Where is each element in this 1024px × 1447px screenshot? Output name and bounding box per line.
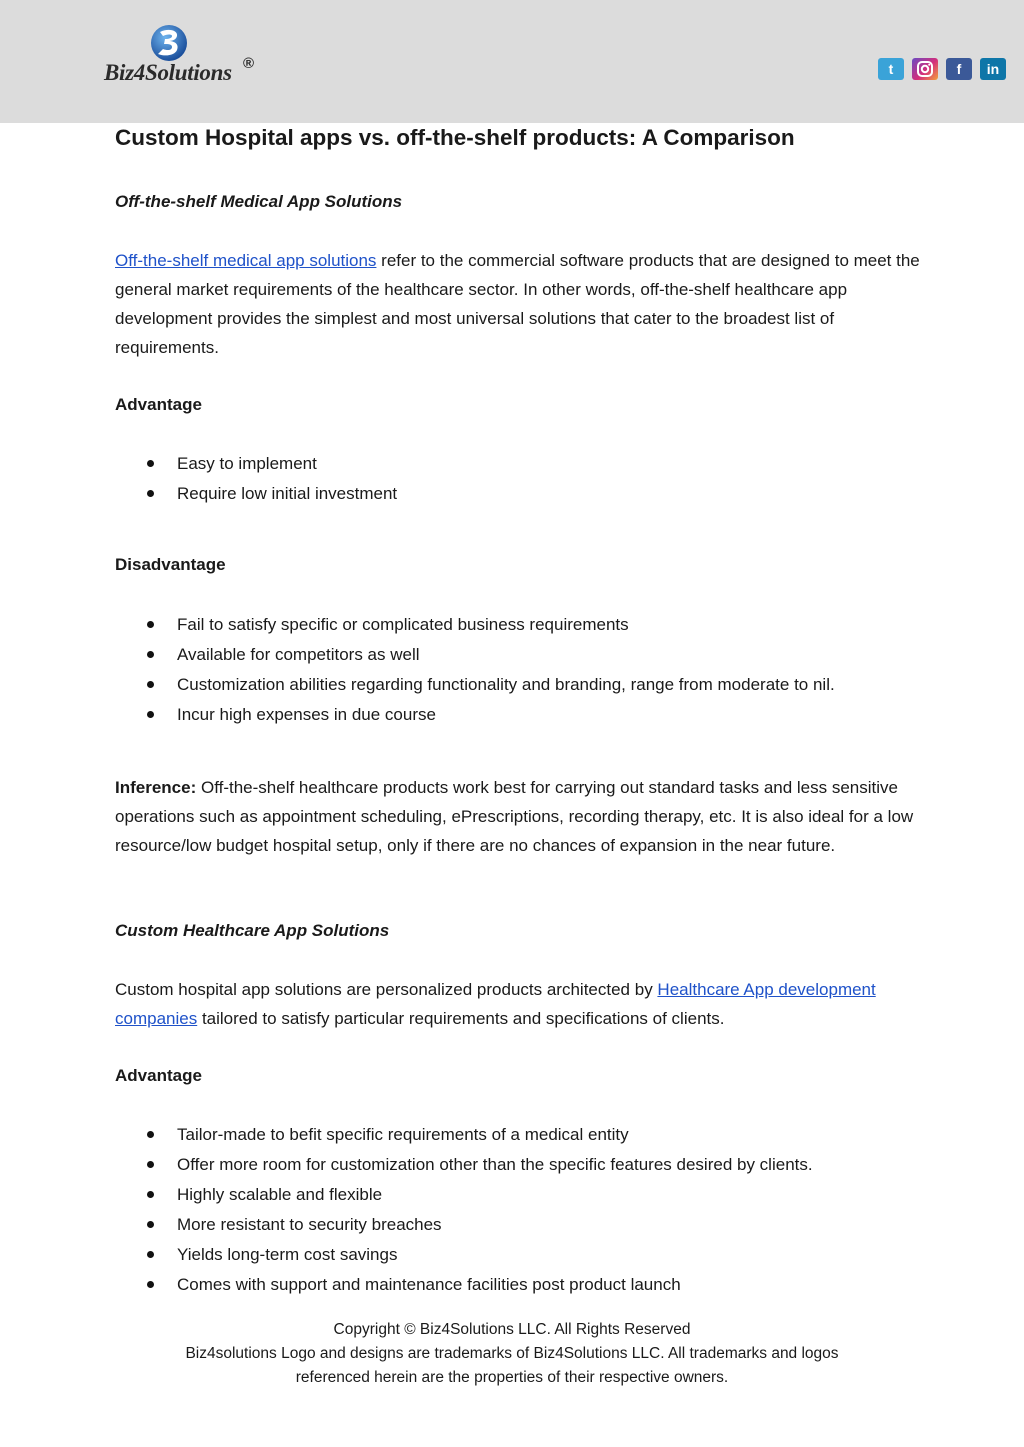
list-item-text: Incur high expenses in due course <box>177 705 436 724</box>
bullet-icon <box>147 651 154 658</box>
section2-advantage-list <box>115 1120 935 1300</box>
instagram-glyph <box>916 60 934 78</box>
list-item <box>115 610 935 640</box>
list-item <box>115 1270 935 1300</box>
article-title: Custom Hospital apps vs. off-the-shelf products: A Comparison <box>115 125 795 150</box>
trademark-text-line2: referenced herein are the properties of their respective owners. <box>295 1369 729 1386</box>
list-item <box>115 1240 935 1270</box>
page-footer <box>0 1318 1024 1390</box>
twitter-icon[interactable] <box>878 58 904 80</box>
healthcare-app-companies-link[interactable]: Healthcare App development companies <box>115 980 876 1028</box>
section2-intro-paragraph <box>115 975 935 1033</box>
section2-intro-text-before: Custom hospital app solutions are personalized products architected by <box>115 980 658 999</box>
inference-paragraph <box>115 773 935 860</box>
facebook-glyph: f <box>956 61 962 77</box>
list-item-text: Available for competitors as well <box>177 645 420 664</box>
brand-logo[interactable] <box>104 22 264 92</box>
bullet-icon <box>147 711 154 718</box>
brand-name: Biz4Solutions <box>104 60 232 85</box>
section1-intro-text: refer to the commercial software products that are designed to meet the general market requirements of the healthcare sector. In other words, off-the-shelf healthcare app development provides the simplest and most universal solutions that cater to the broadest list of requirements. <box>115 251 920 357</box>
list-item <box>115 449 935 479</box>
list-item-text: Yields long-term cost savings <box>177 1245 398 1264</box>
list-item-text: Easy to implement <box>177 454 317 473</box>
inference-text: Off-the-shelf healthcare products work best for carrying out standard tasks and less sensitive operations such as appointment scheduling, ePrescriptions, recording therapy, etc. It is also ideal for a low resource/low budget hospital setup, only if there are no chances of expansion in the near future. <box>115 778 914 855</box>
list-item-text: Tailor-made to befit specific requirements of a medical entity <box>177 1125 629 1144</box>
section-heading-custom: Custom Healthcare App Solutions <box>115 921 390 940</box>
list-item <box>115 1150 935 1180</box>
list-item-text: Comes with support and maintenance facilities post product launch <box>177 1275 681 1294</box>
bullet-icon <box>147 621 154 628</box>
section1-intro-paragraph <box>115 246 935 362</box>
section2-advantage-label: Advantage <box>115 1066 202 1085</box>
off-the-shelf-solutions-link[interactable]: Off-the-shelf medical app solutions <box>115 251 377 270</box>
list-item <box>115 1180 935 1210</box>
list-item <box>115 1210 935 1240</box>
section1-disadvantage-list <box>115 610 935 730</box>
list-item-text: Highly scalable and flexible <box>177 1185 383 1204</box>
bullet-icon <box>147 1251 154 1258</box>
list-item-text: Offer more room for customization other than the specific features desired by clients. <box>177 1155 813 1174</box>
trademark-text-line1: Biz4solutions Logo and designs are trademarks of Biz4Solutions LLC. All trademarks and logos <box>185 1345 839 1362</box>
bullet-icon <box>147 1191 154 1198</box>
bullet-icon <box>147 1281 154 1288</box>
section-heading-off-the-shelf: Off-the-shelf Medical App Solutions <box>115 192 403 211</box>
linkedin-glyph: in <box>986 61 1000 77</box>
list-item <box>115 479 935 509</box>
list-item-text: Fail to satisfy specific or complicated business requirements <box>177 615 629 634</box>
bullet-icon <box>147 1221 154 1228</box>
list-item <box>115 700 935 730</box>
section1-disadvantage-label: Disadvantage <box>115 555 226 574</box>
bullet-icon <box>147 460 154 467</box>
twitter-glyph: t <box>888 61 894 77</box>
bullet-icon <box>147 490 154 497</box>
linkedin-icon[interactable] <box>980 58 1006 80</box>
section1-advantage-label: Advantage <box>115 395 202 414</box>
list-item-text: Customization abilities regarding functionality and branding, range from moderate to nil. <box>177 675 835 694</box>
bullet-icon <box>147 1161 154 1168</box>
social-links <box>878 58 1006 80</box>
list-item <box>115 670 935 700</box>
list-item <box>115 1120 935 1150</box>
facebook-icon[interactable] <box>946 58 972 80</box>
list-item <box>115 640 935 670</box>
copyright-text: Copyright © Biz4Solutions LLC. All Rights Reserved <box>333 1321 691 1338</box>
section1-advantage-list <box>115 449 935 509</box>
logo-emblem-icon <box>146 22 192 64</box>
bullet-icon <box>147 681 154 688</box>
section2-intro-text-after: tailored to satisfy particular requirements and specifications of clients. <box>197 1009 725 1028</box>
list-item-text: More resistant to security breaches <box>177 1215 442 1234</box>
list-item-text: Require low initial investment <box>177 484 398 503</box>
page-header <box>0 0 1024 123</box>
bullet-icon <box>147 1131 154 1138</box>
inference-label: Inference: <box>115 778 197 797</box>
registered-mark: ® <box>243 55 255 72</box>
instagram-icon[interactable] <box>912 58 938 80</box>
